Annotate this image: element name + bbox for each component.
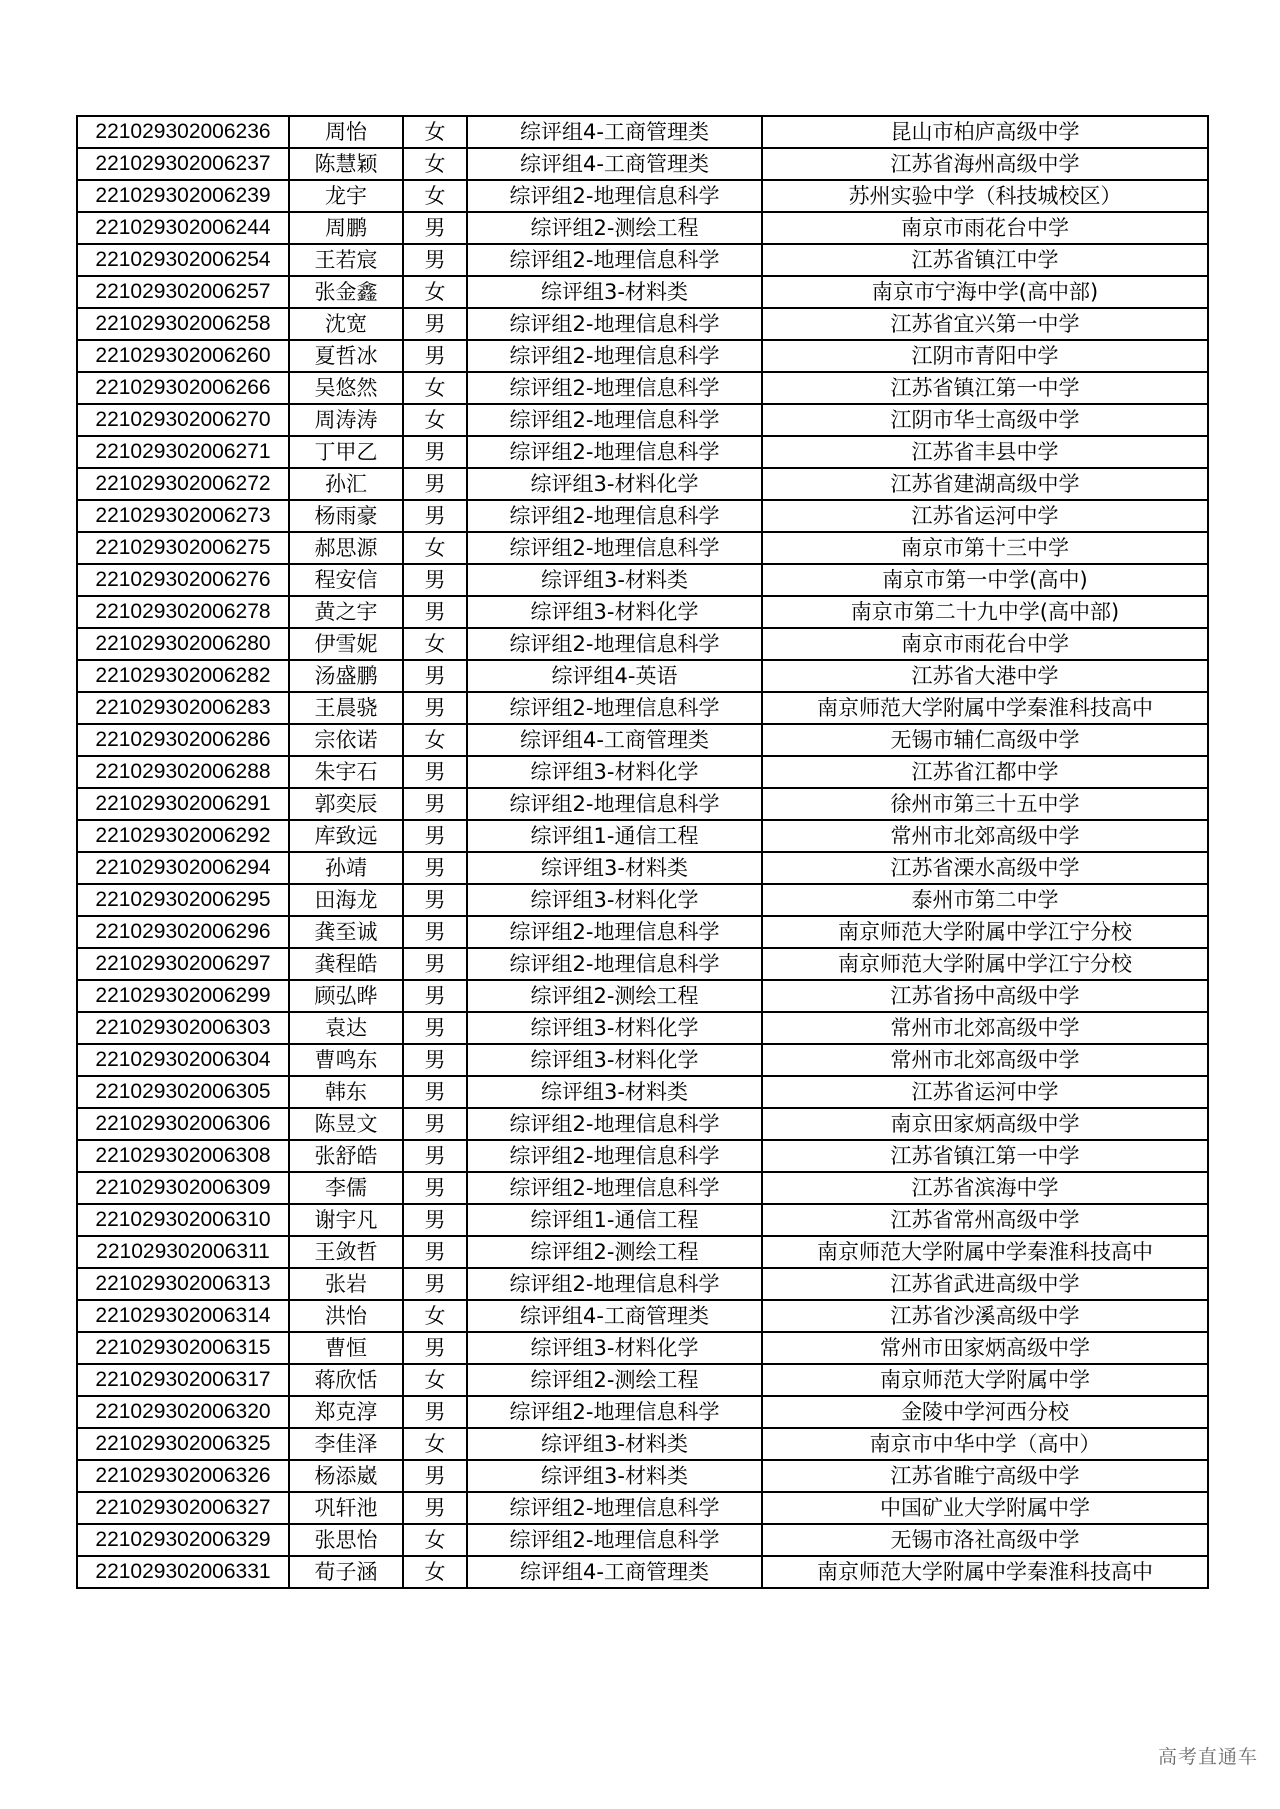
cell-id: 221029302006288 [77, 756, 289, 788]
cell-id: 221029302006278 [77, 596, 289, 628]
cell-sex: 男 [403, 468, 467, 500]
cell-sex: 男 [403, 436, 467, 468]
cell-group: 综评组3-材料化学 [467, 596, 762, 628]
cell-name: 王晨骁 [289, 692, 403, 724]
cell-name: 张金鑫 [289, 276, 403, 308]
table-row [77, 980, 1208, 1012]
cell-group: 综评组3-材料化学 [467, 1044, 762, 1076]
cell-group: 综评组2-地理信息科学 [467, 1172, 762, 1204]
cell-name: 周涛涛 [289, 404, 403, 436]
cell-id: 221029302006270 [77, 404, 289, 436]
cell-sex: 男 [403, 692, 467, 724]
cell-school: 无锡市洛社高级中学 [762, 1524, 1208, 1556]
cell-school: 江苏省镇江第一中学 [762, 372, 1208, 404]
cell-name: 陈昱文 [289, 1108, 403, 1140]
cell-sex: 男 [403, 1172, 467, 1204]
table-row [77, 372, 1208, 404]
cell-id: 221029302006276 [77, 564, 289, 596]
cell-group: 综评组2-测绘工程 [467, 980, 762, 1012]
cell-group: 综评组2-地理信息科学 [467, 1396, 762, 1428]
cell-sex: 男 [403, 1076, 467, 1108]
cell-group: 综评组1-通信工程 [467, 1204, 762, 1236]
table-row [77, 1300, 1208, 1332]
cell-id: 221029302006283 [77, 692, 289, 724]
cell-group: 综评组2-地理信息科学 [467, 436, 762, 468]
cell-school: 江苏省海州高级中学 [762, 148, 1208, 180]
cell-school: 昆山市柏庐高级中学 [762, 116, 1208, 148]
cell-sex: 男 [403, 1012, 467, 1044]
cell-sex: 男 [403, 500, 467, 532]
cell-sex: 男 [403, 948, 467, 980]
cell-group: 综评组4-工商管理类 [467, 724, 762, 756]
table-row [77, 1012, 1208, 1044]
cell-sex: 男 [403, 1204, 467, 1236]
table-row [77, 1044, 1208, 1076]
cell-name: 汤盛鹏 [289, 660, 403, 692]
table-row [77, 468, 1208, 500]
table-row [77, 1428, 1208, 1460]
cell-sex: 男 [403, 788, 467, 820]
cell-id: 221029302006303 [77, 1012, 289, 1044]
cell-name: 程安信 [289, 564, 403, 596]
table-row [77, 660, 1208, 692]
table-row [77, 1076, 1208, 1108]
cell-name: 库致远 [289, 820, 403, 852]
cell-group: 综评组2-地理信息科学 [467, 244, 762, 276]
cell-name: 田海龙 [289, 884, 403, 916]
cell-name: 曹鸣东 [289, 1044, 403, 1076]
cell-name: 王敛哲 [289, 1236, 403, 1268]
cell-name: 李佳泽 [289, 1428, 403, 1460]
cell-name: 王若宸 [289, 244, 403, 276]
cell-name: 张舒皓 [289, 1140, 403, 1172]
cell-sex: 男 [403, 1332, 467, 1364]
cell-school: 江苏省武进高级中学 [762, 1268, 1208, 1300]
cell-group: 综评组2-地理信息科学 [467, 180, 762, 212]
cell-id: 221029302006237 [77, 148, 289, 180]
cell-id: 221029302006257 [77, 276, 289, 308]
cell-sex: 男 [403, 340, 467, 372]
cell-sex: 女 [403, 404, 467, 436]
cell-school: 江苏省扬中高级中学 [762, 980, 1208, 1012]
cell-name: 龚程皓 [289, 948, 403, 980]
cell-name: 夏哲冰 [289, 340, 403, 372]
cell-school: 南京市雨花台中学 [762, 212, 1208, 244]
cell-sex: 男 [403, 820, 467, 852]
cell-sex: 女 [403, 180, 467, 212]
watermark-text: 高考直通车 [1157, 1746, 1258, 1768]
cell-name: 龙宇 [289, 180, 403, 212]
table-row [77, 148, 1208, 180]
cell-school: 江苏省常州高级中学 [762, 1204, 1208, 1236]
cell-school: 江苏省运河中学 [762, 500, 1208, 532]
cell-school: 常州市北郊高级中学 [762, 1044, 1208, 1076]
cell-sex: 男 [403, 244, 467, 276]
cell-id: 221029302006308 [77, 1140, 289, 1172]
cell-name: 杨添崴 [289, 1460, 403, 1492]
cell-group: 综评组3-材料类 [467, 1428, 762, 1460]
cell-school: 江苏省溧水高级中学 [762, 852, 1208, 884]
cell-group: 综评组3-材料类 [467, 564, 762, 596]
cell-id: 221029302006275 [77, 532, 289, 564]
cell-group: 综评组2-地理信息科学 [467, 372, 762, 404]
cell-school: 南京师范大学附属中学 [762, 1364, 1208, 1396]
cell-school: 无锡市辅仁高级中学 [762, 724, 1208, 756]
cell-name: 龚至诚 [289, 916, 403, 948]
table-row [77, 404, 1208, 436]
table-row [77, 1556, 1208, 1588]
cell-sex: 女 [403, 724, 467, 756]
cell-sex: 女 [403, 1556, 467, 1588]
cell-id: 221029302006299 [77, 980, 289, 1012]
cell-group: 综评组4-工商管理类 [467, 148, 762, 180]
table-row [77, 212, 1208, 244]
cell-name: 伊雪妮 [289, 628, 403, 660]
cell-name: 张岩 [289, 1268, 403, 1300]
cell-name: 宗依诺 [289, 724, 403, 756]
cell-sex: 男 [403, 564, 467, 596]
cell-sex: 男 [403, 1044, 467, 1076]
table-row [77, 692, 1208, 724]
cell-id: 221029302006286 [77, 724, 289, 756]
cell-id: 221029302006236 [77, 116, 289, 148]
cell-group: 综评组2-地理信息科学 [467, 1268, 762, 1300]
cell-sex: 女 [403, 372, 467, 404]
cell-sex: 女 [403, 276, 467, 308]
cell-sex: 男 [403, 1460, 467, 1492]
cell-id: 221029302006260 [77, 340, 289, 372]
cell-sex: 男 [403, 916, 467, 948]
cell-name: 孙靖 [289, 852, 403, 884]
cell-name: 周鹏 [289, 212, 403, 244]
cell-sex: 男 [403, 212, 467, 244]
cell-school: 南京市第十三中学 [762, 532, 1208, 564]
table-row [77, 596, 1208, 628]
cell-group: 综评组2-地理信息科学 [467, 404, 762, 436]
cell-id: 221029302006272 [77, 468, 289, 500]
table-row [77, 884, 1208, 916]
cell-name: 沈宽 [289, 308, 403, 340]
cell-name: 孙汇 [289, 468, 403, 500]
cell-group: 综评组3-材料化学 [467, 468, 762, 500]
table-row [77, 724, 1208, 756]
cell-name: 郑克淳 [289, 1396, 403, 1428]
cell-sex: 男 [403, 1108, 467, 1140]
cell-group: 综评组2-测绘工程 [467, 1236, 762, 1268]
table-row [77, 756, 1208, 788]
cell-school: 南京师范大学附属中学秦淮科技高中 [762, 692, 1208, 724]
cell-group: 综评组3-材料类 [467, 852, 762, 884]
cell-sex: 女 [403, 628, 467, 660]
cell-id: 221029302006306 [77, 1108, 289, 1140]
table-row [77, 1172, 1208, 1204]
cell-group: 综评组3-材料类 [467, 276, 762, 308]
cell-group: 综评组4-工商管理类 [467, 1300, 762, 1332]
cell-name: 蒋欣恬 [289, 1364, 403, 1396]
cell-name: 洪怡 [289, 1300, 403, 1332]
cell-school: 江阴市青阳中学 [762, 340, 1208, 372]
cell-id: 221029302006314 [77, 1300, 289, 1332]
table-row [77, 1236, 1208, 1268]
cell-sex: 男 [403, 1492, 467, 1524]
table-row [77, 852, 1208, 884]
table-row [77, 564, 1208, 596]
cell-id: 221029302006297 [77, 948, 289, 980]
cell-group: 综评组2-测绘工程 [467, 212, 762, 244]
cell-group: 综评组2-地理信息科学 [467, 948, 762, 980]
table-row [77, 1460, 1208, 1492]
cell-id: 221029302006311 [77, 1236, 289, 1268]
cell-school: 南京市雨花台中学 [762, 628, 1208, 660]
cell-sex: 女 [403, 1364, 467, 1396]
cell-school: 江苏省镇江第一中学 [762, 1140, 1208, 1172]
cell-id: 221029302006327 [77, 1492, 289, 1524]
cell-name: 李儒 [289, 1172, 403, 1204]
cell-group: 综评组3-材料化学 [467, 1332, 762, 1364]
cell-name: 袁达 [289, 1012, 403, 1044]
cell-school: 常州市北郊高级中学 [762, 820, 1208, 852]
cell-id: 221029302006310 [77, 1204, 289, 1236]
cell-school: 中国矿业大学附属中学 [762, 1492, 1208, 1524]
cell-group: 综评组3-材料类 [467, 1460, 762, 1492]
table-row [77, 916, 1208, 948]
table-row [77, 1396, 1208, 1428]
table-row [77, 1108, 1208, 1140]
cell-id: 221029302006291 [77, 788, 289, 820]
cell-id: 221029302006295 [77, 884, 289, 916]
cell-group: 综评组2-地理信息科学 [467, 1524, 762, 1556]
cell-school: 苏州实验中学（科技城校区） [762, 180, 1208, 212]
cell-sex: 女 [403, 148, 467, 180]
table-row [77, 1524, 1208, 1556]
cell-school: 金陵中学河西分校 [762, 1396, 1208, 1428]
table-row [77, 1364, 1208, 1396]
cell-group: 综评组2-地理信息科学 [467, 1140, 762, 1172]
cell-id: 221029302006317 [77, 1364, 289, 1396]
table-row [77, 1332, 1208, 1364]
cell-sex: 女 [403, 1300, 467, 1332]
cell-school: 南京市宁海中学(高中部) [762, 276, 1208, 308]
cell-id: 221029302006266 [77, 372, 289, 404]
cell-school: 南京市中华中学（高中） [762, 1428, 1208, 1460]
table-row [77, 1204, 1208, 1236]
table-row [77, 1268, 1208, 1300]
cell-id: 221029302006305 [77, 1076, 289, 1108]
cell-id: 221029302006326 [77, 1460, 289, 1492]
cell-id: 221029302006320 [77, 1396, 289, 1428]
cell-school: 常州市田家炳高级中学 [762, 1332, 1208, 1364]
cell-group: 综评组2-地理信息科学 [467, 628, 762, 660]
cell-school: 南京师范大学附属中学江宁分校 [762, 948, 1208, 980]
cell-group: 综评组3-材料化学 [467, 756, 762, 788]
cell-group: 综评组2-地理信息科学 [467, 1492, 762, 1524]
cell-name: 顾弘晔 [289, 980, 403, 1012]
table-row [77, 340, 1208, 372]
cell-school: 江苏省宜兴第一中学 [762, 308, 1208, 340]
cell-group: 综评组4-工商管理类 [467, 116, 762, 148]
cell-sex: 男 [403, 1268, 467, 1300]
cell-school: 南京市第一中学(高中) [762, 564, 1208, 596]
table-row [77, 436, 1208, 468]
cell-id: 221029302006315 [77, 1332, 289, 1364]
table-row [77, 532, 1208, 564]
cell-group: 综评组2-地理信息科学 [467, 692, 762, 724]
cell-name: 张思怡 [289, 1524, 403, 1556]
cell-name: 杨雨豪 [289, 500, 403, 532]
cell-name: 韩东 [289, 1076, 403, 1108]
roster-sheet [76, 115, 1209, 1589]
cell-id: 221029302006304 [77, 1044, 289, 1076]
cell-name: 周怡 [289, 116, 403, 148]
cell-name: 郭奕辰 [289, 788, 403, 820]
cell-id: 221029302006296 [77, 916, 289, 948]
cell-id: 221029302006273 [77, 500, 289, 532]
table-row [77, 180, 1208, 212]
cell-name: 丁甲乙 [289, 436, 403, 468]
cell-school: 南京师范大学附属中学江宁分校 [762, 916, 1208, 948]
cell-school: 南京田家炳高级中学 [762, 1108, 1208, 1140]
cell-sex: 男 [403, 980, 467, 1012]
cell-id: 221029302006325 [77, 1428, 289, 1460]
cell-sex: 男 [403, 852, 467, 884]
cell-id: 221029302006280 [77, 628, 289, 660]
table-row [77, 1492, 1208, 1524]
cell-school: 江苏省运河中学 [762, 1076, 1208, 1108]
cell-sex: 男 [403, 756, 467, 788]
cell-group: 综评组2-地理信息科学 [467, 788, 762, 820]
cell-school: 南京市第二十九中学(高中部) [762, 596, 1208, 628]
cell-school: 江阴市华士高级中学 [762, 404, 1208, 436]
cell-school: 江苏省建湖高级中学 [762, 468, 1208, 500]
cell-school: 江苏省滨海中学 [762, 1172, 1208, 1204]
roster-table-body [77, 116, 1208, 1588]
cell-id: 221029302006309 [77, 1172, 289, 1204]
cell-name: 陈慧颖 [289, 148, 403, 180]
cell-id: 221029302006331 [77, 1556, 289, 1588]
cell-group: 综评组3-材料类 [467, 1076, 762, 1108]
cell-group: 综评组4-工商管理类 [467, 1556, 762, 1588]
cell-school: 江苏省江都中学 [762, 756, 1208, 788]
cell-id: 221029302006294 [77, 852, 289, 884]
cell-school: 江苏省睢宁高级中学 [762, 1460, 1208, 1492]
cell-group: 综评组2-地理信息科学 [467, 340, 762, 372]
cell-name: 曹恒 [289, 1332, 403, 1364]
cell-school: 江苏省丰县中学 [762, 436, 1208, 468]
table-row [77, 948, 1208, 980]
cell-sex: 女 [403, 532, 467, 564]
cell-school: 江苏省大港中学 [762, 660, 1208, 692]
cell-id: 221029302006292 [77, 820, 289, 852]
table-row [77, 500, 1208, 532]
table-row [77, 244, 1208, 276]
cell-school: 泰州市第二中学 [762, 884, 1208, 916]
cell-group: 综评组2-地理信息科学 [467, 916, 762, 948]
cell-id: 221029302006254 [77, 244, 289, 276]
cell-group: 综评组4-英语 [467, 660, 762, 692]
cell-id: 221029302006282 [77, 660, 289, 692]
cell-name: 荀子涵 [289, 1556, 403, 1588]
cell-name: 黄之宇 [289, 596, 403, 628]
cell-sex: 女 [403, 116, 467, 148]
cell-group: 综评组1-通信工程 [467, 820, 762, 852]
cell-group: 综评组3-材料化学 [467, 1012, 762, 1044]
cell-name: 巩轩池 [289, 1492, 403, 1524]
cell-name: 谢宇凡 [289, 1204, 403, 1236]
cell-sex: 男 [403, 596, 467, 628]
cell-id: 221029302006313 [77, 1268, 289, 1300]
table-row [77, 276, 1208, 308]
cell-id: 221029302006244 [77, 212, 289, 244]
cell-group: 综评组2-地理信息科学 [467, 1108, 762, 1140]
cell-school: 江苏省镇江中学 [762, 244, 1208, 276]
cell-school: 南京师范大学附属中学秦淮科技高中 [762, 1556, 1208, 1588]
table-row [77, 788, 1208, 820]
cell-sex: 女 [403, 1428, 467, 1460]
cell-id: 221029302006258 [77, 308, 289, 340]
cell-group: 综评组3-材料化学 [467, 884, 762, 916]
cell-group: 综评组2-地理信息科学 [467, 308, 762, 340]
cell-group: 综评组2-地理信息科学 [467, 500, 762, 532]
cell-sex: 男 [403, 1236, 467, 1268]
table-row [77, 308, 1208, 340]
cell-sex: 男 [403, 660, 467, 692]
cell-sex: 女 [403, 1524, 467, 1556]
table-row [77, 820, 1208, 852]
roster-table [76, 115, 1209, 1589]
cell-school: 常州市北郊高级中学 [762, 1012, 1208, 1044]
cell-sex: 男 [403, 1396, 467, 1428]
cell-group: 综评组2-地理信息科学 [467, 532, 762, 564]
cell-id: 221029302006239 [77, 180, 289, 212]
table-row [77, 628, 1208, 660]
cell-id: 221029302006271 [77, 436, 289, 468]
cell-school: 南京师范大学附属中学秦淮科技高中 [762, 1236, 1208, 1268]
cell-sex: 男 [403, 884, 467, 916]
cell-school: 江苏省沙溪高级中学 [762, 1300, 1208, 1332]
table-row [77, 1140, 1208, 1172]
table-row [77, 116, 1208, 148]
cell-name: 朱宇石 [289, 756, 403, 788]
cell-school: 徐州市第三十五中学 [762, 788, 1208, 820]
cell-group: 综评组2-测绘工程 [467, 1364, 762, 1396]
cell-name: 吴悠然 [289, 372, 403, 404]
cell-sex: 男 [403, 308, 467, 340]
cell-sex: 男 [403, 1140, 467, 1172]
cell-id: 221029302006329 [77, 1524, 289, 1556]
cell-name: 郝思源 [289, 532, 403, 564]
